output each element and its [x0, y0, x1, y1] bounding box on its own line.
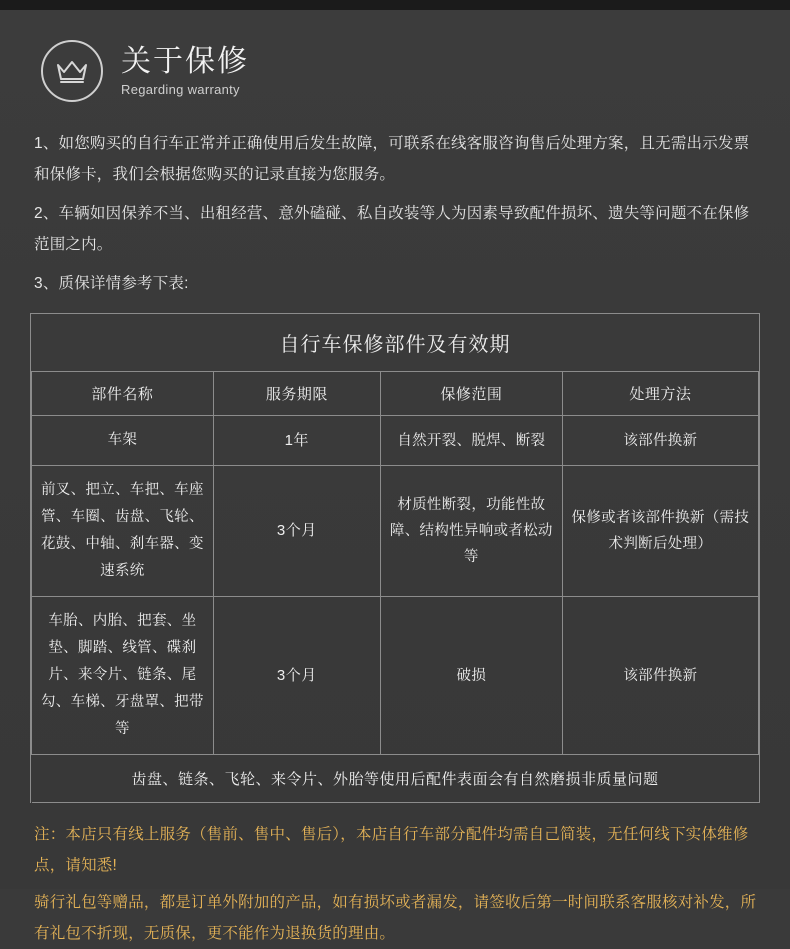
- cell-scope: 自然开裂、脱焊、断裂: [380, 416, 562, 466]
- table-row: [32, 597, 759, 755]
- cell-scope: 材质性断裂，功能性故障、结构性异响或者松动等: [380, 466, 562, 597]
- cell-scope: 破损: [380, 597, 562, 755]
- table-header-row: [32, 372, 759, 416]
- page-title: 关于保修: [121, 45, 249, 78]
- cell-part: 车架: [32, 416, 214, 466]
- column-header-period: 服务期限: [213, 372, 380, 416]
- title-block: [121, 45, 249, 97]
- table-title-row: [32, 314, 759, 372]
- notes-section: [26, 819, 764, 949]
- cell-part: 车胎、内胎、把套、坐垫、脚踏、线管、碟刹片、来令片、链条、尾勾、车梯、牙盘罩、把带等: [32, 597, 214, 755]
- cell-period: 3个月: [213, 597, 380, 755]
- warranty-paragraph-3: 3、质保详情参考下表:: [34, 275, 189, 292]
- column-header-part: 部件名称: [32, 372, 214, 416]
- cell-handling: 保修或者该部件换新（需技术判断后处理）: [562, 466, 758, 597]
- note-service: 注：本店只有线上服务（售前、售中、售后），本店自行车部分配件均需自己简装，无任何线下实体维修点，请知悉!: [34, 826, 749, 874]
- table-row: [32, 416, 759, 466]
- top-bar: [0, 0, 790, 10]
- table-footer-note: 齿盘、链条、飞轮、来令片、外胎等使用后配件表面会有自然磨损非质量问题: [32, 755, 759, 803]
- cell-part: 前叉、把立、车把、车座管、车圈、齿盘、飞轮、花鼓、中轴、刹车器、变速系统: [32, 466, 214, 597]
- cell-handling: 该部件换新: [562, 597, 758, 755]
- column-header-handling: 处理方法: [562, 372, 758, 416]
- warranty-table: [31, 314, 759, 803]
- column-header-scope: 保修范围: [380, 372, 562, 416]
- cell-period: 1年: [213, 416, 380, 466]
- warranty-paragraph-1: 1、如您购买的自行车正常并正确使用后发生故障，可联系在线客服咨询售后处理方案，且无需出示发票和保修卡，我们会根据您购买的记录直接为您服务。: [34, 135, 750, 183]
- page-subtitle: Regarding warranty: [121, 82, 240, 97]
- crown-icon: [41, 40, 103, 102]
- cell-handling: 该部件换新: [562, 416, 758, 466]
- warranty-table-wrapper: [30, 313, 760, 803]
- table-footer-row: [32, 755, 759, 803]
- table-row: [32, 466, 759, 597]
- page-header: [26, 40, 764, 102]
- table-title: 自行车保修部件及有效期: [32, 314, 759, 372]
- cell-period: 3个月: [213, 466, 380, 597]
- note-gifts: 骑行礼包等赠品，都是订单外附加的产品，如有损坏或者漏发，请签收后第一时间联系客服核对补发，所有礼包不折现，无质保，更不能作为退换货的理由。: [34, 894, 757, 942]
- warranty-paragraph-2: 2、车辆如因保养不当、出租经营、意外磕碰、私自改装等人为因素导致配件损坏、遗失等问题不在保修范围之内。: [34, 205, 750, 253]
